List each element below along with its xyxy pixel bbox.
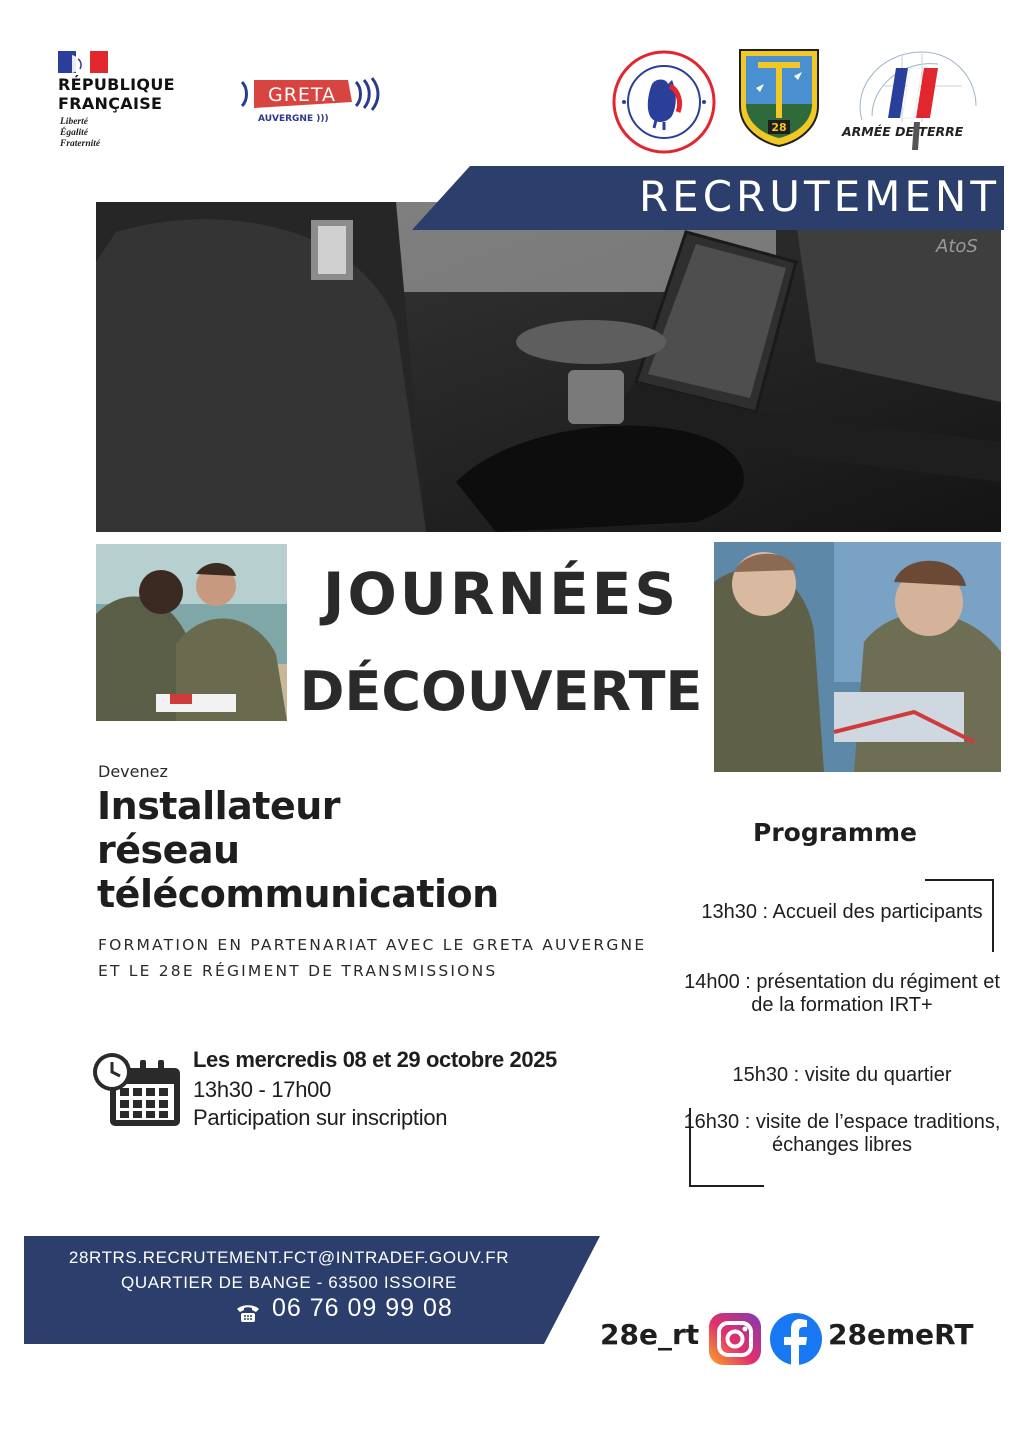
badge-regiment-number: 28 (771, 121, 787, 134)
marianne-flag-logo (58, 51, 108, 73)
programme-item: 13h30 : Accueil des participants (701, 901, 983, 923)
job-title-line-3: télécommunication (97, 872, 499, 916)
job-title (97, 784, 499, 916)
republique-motto (60, 117, 100, 150)
photo-soldiers-studying (96, 544, 287, 721)
event-dates: Les mercredis 08 et 29 octobre 2025 (193, 1047, 557, 1072)
motto-liberte: Liberté (60, 117, 88, 127)
facebook-icon[interactable] (769, 1312, 823, 1366)
greta-name: GRETA (267, 84, 337, 106)
hero-laptop-brand: AtoS (936, 236, 978, 257)
event-registration: Participation sur inscription (193, 1105, 448, 1130)
contact-address: QUARTIER DE BANGE - 63500 ISSOIRE (121, 1273, 457, 1292)
republique-line-1: RÉPUBLIQUE (58, 75, 175, 94)
photo-soldiers-workshop (714, 542, 1001, 772)
instagram-handle[interactable]: 28e_rt (600, 1318, 700, 1351)
motto-egalite: Égalité (60, 128, 88, 138)
programme-bracket-bottom (688, 1108, 764, 1188)
motto-fraternite: Fraternité (60, 139, 101, 149)
republique-francaise-name (58, 75, 175, 113)
hero-photo-soldier-laptop (96, 202, 1001, 532)
programme-item: 15h30 : visite du quartier (732, 1064, 952, 1086)
contact-phone[interactable]: 06 76 09 99 08 (272, 1294, 453, 1322)
facebook-handle[interactable]: 28emeRT (828, 1318, 974, 1351)
programme-title: Programme (753, 818, 917, 847)
title-journees: JOURNÉES (322, 560, 680, 628)
28e-regiment-transmissions-badge (738, 48, 820, 148)
armee-de-terre-name: ARMÉE DE TERRE (842, 124, 964, 139)
title-decouverte: DÉCOUVERTE (299, 660, 703, 723)
partnership-text: FORMATION EN PARTENARIAT AVEC LE GRETA AUVERGNE ET LE 28E RÉGIMENT DE TRANSMISSIONS (98, 936, 647, 980)
calendar-clock-icon (92, 1050, 182, 1130)
contact-email[interactable]: 28RTRS.RECRUTEMENT.FCT@INTRADEF.GOUV.FR (68, 1248, 510, 1267)
greta-subtitle: AUVERGNE ))) (258, 114, 329, 124)
cohesion-nationale-logo (612, 50, 716, 154)
telephone-icon (236, 1303, 260, 1323)
event-hours: 13h30 - 17h00 (193, 1077, 332, 1102)
programme-item: 16h30 : visite de l’espace traditions, échanges libres (683, 1111, 1001, 1156)
instagram-icon[interactable] (708, 1312, 762, 1366)
job-title-line-2: réseau (97, 828, 240, 872)
job-title-line-1: Installateur (97, 784, 341, 828)
republique-line-2: FRANÇAISE (58, 94, 163, 113)
recrutement-banner-text: RECRUTEMENT (638, 172, 1000, 221)
programme-item: 14h00 : présentation du régiment et de la formation IRT+ (684, 971, 1000, 1016)
devenez-intro: Devenez (98, 762, 168, 781)
